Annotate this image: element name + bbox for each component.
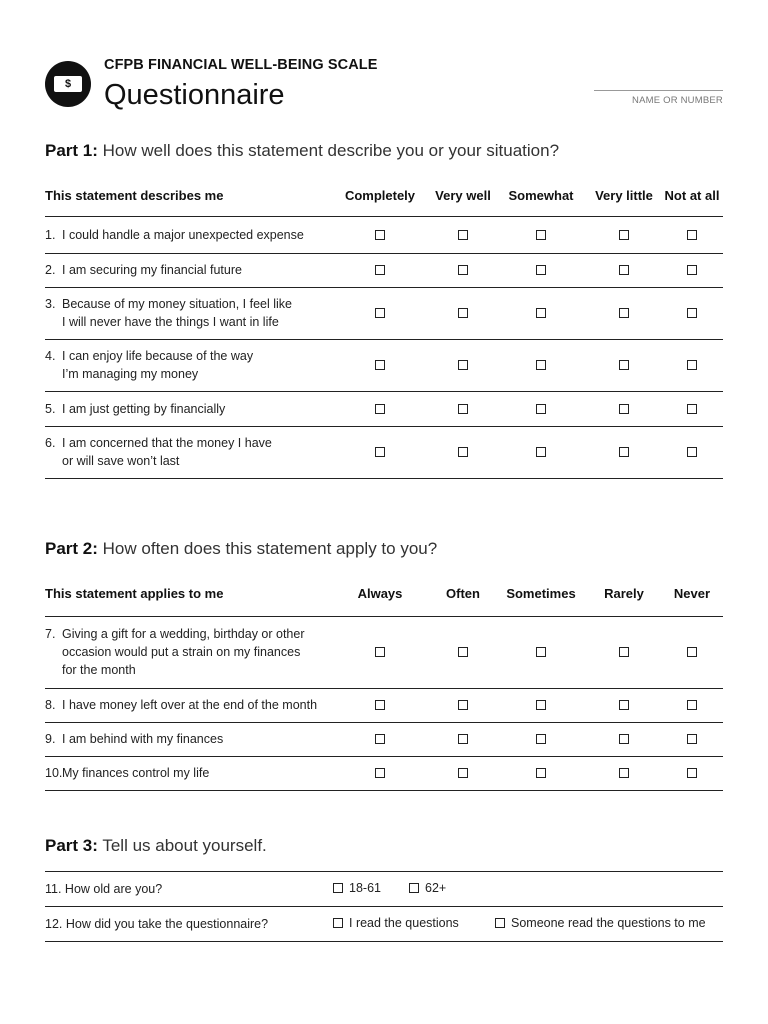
part2-label: Part 2:: [45, 539, 98, 558]
part1-row-6-checkbox-very-well[interactable]: [458, 447, 468, 457]
part2-row-3-checkbox-rarely[interactable]: [619, 734, 629, 744]
part2-row-2-line-1: I have money left over at the end of the month: [62, 698, 318, 712]
part3-row-11-option-label-1: 18-61: [349, 881, 381, 895]
part2-row-2-checkbox-rarely[interactable]: [619, 700, 629, 710]
part3-rule-1: [45, 871, 723, 872]
part1-label: Part 1:: [45, 141, 98, 160]
part3-row-11-option-1[interactable]: [333, 881, 381, 895]
part1-row-6-checkbox-completely[interactable]: [375, 447, 385, 457]
part3-row-11-checkbox-2[interactable]: [409, 883, 419, 893]
part1-row-1-checkbox-very-well[interactable]: [458, 230, 468, 240]
part2-row-1-checkbox-sometimes[interactable]: [536, 647, 546, 657]
part1-row-4-checkbox-very-well[interactable]: [458, 360, 468, 370]
part2-question: How often does this statement apply to you?: [102, 539, 438, 558]
part1-row-4-checkbox-not-at-all[interactable]: [687, 360, 697, 370]
part2-row-1-checkbox-rarely[interactable]: [619, 647, 629, 657]
part1-row-2-checkbox-very-little[interactable]: [619, 265, 629, 275]
part2-row-2-rule: [45, 722, 723, 723]
part2-column-header: This statement applies to me: [45, 586, 224, 601]
part2-row-3-rule: [45, 756, 723, 757]
part1-heading: [45, 141, 559, 161]
part1-row-5-checkbox-very-well[interactable]: [458, 404, 468, 414]
part2-option-header-sometimes: Sometimes: [506, 586, 576, 601]
part3-row-11-option-2[interactable]: [409, 881, 446, 895]
part1-row-6-rule: [45, 478, 723, 479]
part1-row-3-checkbox-very-little[interactable]: [619, 308, 629, 318]
page-title: Questionnaire: [104, 79, 285, 111]
part1-row-5-text: [45, 400, 225, 418]
part1-row-2-line-1: I am securing my financial future: [62, 263, 242, 277]
part2-row-1-checkbox-often[interactable]: [458, 647, 468, 657]
part1-row-4-text: [45, 347, 253, 383]
part2-row-4-number: 10.: [45, 766, 63, 780]
part2-row-3-number: 9.: [45, 732, 56, 746]
part1-header-rule: [45, 216, 723, 217]
part2-row-3-checkbox-often[interactable]: [458, 734, 468, 744]
part2-row-4-checkbox-sometimes[interactable]: [536, 768, 546, 778]
part2-row-4-checkbox-often[interactable]: [458, 768, 468, 778]
part1-row-2-number: 2.: [45, 263, 56, 277]
part2-row-2-checkbox-sometimes[interactable]: [536, 700, 546, 710]
part3-heading: [45, 836, 267, 856]
part1-row-6-line-1: I am concerned that the money I have: [62, 436, 272, 450]
part1-option-header-somewhat: Somewhat: [508, 188, 574, 203]
part1-row-4-checkbox-very-little[interactable]: [619, 360, 629, 370]
part2-row-1-line-1: Giving a gift for a wedding, birthday or other: [62, 627, 305, 641]
part2-option-header-never: Never: [673, 586, 711, 601]
part1-row-5-number: 5.: [45, 401, 56, 416]
part2-row-3-line-1: I am behind with my finances: [62, 732, 224, 746]
part1-row-4-rule: [45, 391, 723, 392]
part3-row-12-option-label-2: Someone read the questions to me: [511, 916, 706, 930]
part2-row-2-checkbox-often[interactable]: [458, 700, 468, 710]
part1-row-3-checkbox-not-at-all[interactable]: [687, 308, 697, 318]
part1-row-1-line-1: I could handle a major unexpected expense: [62, 227, 304, 242]
part1-row-5-line-1: I am just getting by financially: [62, 401, 226, 416]
part2-heading: [45, 539, 437, 559]
part2-row-2-text: [45, 696, 317, 714]
part1-row-3-text: [45, 295, 292, 331]
part1-row-4-checkbox-somewhat[interactable]: [536, 360, 546, 370]
part3-row-11-text: 11. How old are you?: [45, 882, 163, 896]
part1-option-header-very-little: Very little: [595, 188, 653, 203]
part3-row-12-checkbox-1[interactable]: [333, 918, 343, 928]
part1-row-3-line-1: Because of my money situation, I feel like: [62, 297, 292, 311]
part1-row-2-checkbox-completely[interactable]: [375, 265, 385, 275]
part1-row-6-checkbox-very-little[interactable]: [619, 447, 629, 457]
part3-row-11-option-label-2: 62+: [425, 881, 447, 895]
part3-rule-3: [45, 941, 723, 942]
part1-column-header: This statement describes me: [45, 188, 224, 203]
part1-row-4-number: 4.: [45, 349, 56, 363]
part1-question: How well does this statement describe you or your situation?: [102, 141, 560, 160]
part2-row-1-line-2: occasion would put a strain on my finances: [62, 645, 301, 659]
part2-row-1-rule: [45, 688, 723, 689]
part1-row-1-checkbox-somewhat[interactable]: [536, 230, 546, 240]
name-or-number-field[interactable]: [594, 90, 723, 91]
part2-row-3-text: [45, 730, 223, 748]
part2-row-4-text: [45, 764, 209, 782]
part2-header-rule: [45, 616, 723, 617]
part2-row-1-checkbox-always[interactable]: [375, 647, 385, 657]
part1-row-3-number: 3.: [45, 297, 56, 311]
part1-row-3-checkbox-somewhat[interactable]: [536, 308, 546, 318]
part2-row-3-checkbox-always[interactable]: [375, 734, 385, 744]
part1-row-4-line-2: I’m managing my money: [62, 367, 199, 381]
part1-row-6-checkbox-somewhat[interactable]: [536, 447, 546, 457]
part1-row-1-text: [45, 226, 304, 244]
part2-row-2-checkbox-never[interactable]: [687, 700, 697, 710]
part1-option-header-very-well: Very well: [435, 188, 491, 203]
part3-row-12-text: 12. How did you take the questionnaire?: [45, 917, 269, 931]
part3-question: Tell us about yourself.: [102, 836, 267, 855]
part1-row-4-line-1: I can enjoy life because of the way: [62, 349, 254, 363]
part2-row-2-number: 8.: [45, 698, 56, 712]
part1-row-5-checkbox-not-at-all[interactable]: [687, 404, 697, 414]
part1-row-2-checkbox-not-at-all[interactable]: [687, 265, 697, 275]
part2-row-1-line-3: for the month: [62, 663, 136, 677]
name-or-number-label: NAME OR NUMBER: [632, 95, 723, 106]
part2-row-4-line-1: My finances control my life: [62, 766, 210, 780]
part1-row-5-checkbox-somewhat[interactable]: [536, 404, 546, 414]
part1-row-6-checkbox-not-at-all[interactable]: [687, 447, 697, 457]
part1-row-3-checkbox-very-well[interactable]: [458, 308, 468, 318]
part1-row-1-checkbox-completely[interactable]: [375, 230, 385, 240]
part2-row-4-rule: [45, 790, 723, 791]
part3-row-12-option-2[interactable]: [495, 916, 706, 930]
part2-option-header-always: Always: [357, 586, 403, 601]
part1-row-3-rule: [45, 339, 723, 340]
part1-row-3-line-2: I will never have the things I want in life: [62, 315, 279, 329]
cfpb-logo-icon: [45, 61, 91, 107]
part1-row-3-checkbox-completely[interactable]: [375, 308, 385, 318]
part1-option-header-completely: Completely: [344, 188, 416, 203]
part1-row-1-number: 1.: [45, 227, 56, 242]
part3-row-12-option-label-1: I read the questions: [349, 916, 459, 930]
part1-row-2-checkbox-very-well[interactable]: [458, 265, 468, 275]
part1-row-2-text: [45, 261, 242, 279]
part2-row-2-checkbox-always[interactable]: [375, 700, 385, 710]
part1-row-2-rule: [45, 287, 723, 288]
part2-row-3-checkbox-sometimes[interactable]: [536, 734, 546, 744]
part3-label: Part 3:: [45, 836, 98, 855]
part1-row-4-checkbox-completely[interactable]: [375, 360, 385, 370]
part2-row-1-text: [45, 625, 305, 679]
part3-row-12-option-1[interactable]: [333, 916, 459, 930]
part2-row-3-checkbox-never[interactable]: [687, 734, 697, 744]
part1-option-header-not-at-all: Not at all: [664, 188, 720, 203]
part1-row-6-number: 6.: [45, 436, 56, 450]
part1-row-5-rule: [45, 426, 723, 427]
part1-row-2-checkbox-somewhat[interactable]: [536, 265, 546, 275]
dollar-bill-icon: $: [64, 78, 72, 90]
part1-row-1-rule: [45, 253, 723, 254]
part2-row-4-checkbox-never[interactable]: [687, 768, 697, 778]
part1-row-5-checkbox-completely[interactable]: [375, 404, 385, 414]
part3-row-11-checkbox-1[interactable]: [333, 883, 343, 893]
part2-row-1-number: 7.: [45, 627, 56, 641]
part2-row-4-checkbox-always[interactable]: [375, 768, 385, 778]
part1-row-1-checkbox-not-at-all[interactable]: [687, 230, 697, 240]
part1-row-6-line-2: or will save won’t last: [62, 454, 180, 468]
part2-option-header-often: Often: [446, 586, 480, 601]
document-kicker: CFPB FINANCIAL WELL-BEING SCALE: [104, 57, 378, 73]
part2-row-4-checkbox-rarely[interactable]: [619, 768, 629, 778]
part1-row-6-text: [45, 434, 272, 470]
part2-row-1-checkbox-never[interactable]: [687, 647, 697, 657]
part3-row-12-checkbox-2[interactable]: [495, 918, 505, 928]
part3-rule-2: [45, 906, 723, 907]
part1-row-5-checkbox-very-little[interactable]: [619, 404, 629, 414]
part1-row-1-checkbox-very-little[interactable]: [619, 230, 629, 240]
part2-option-header-rarely: Rarely: [604, 586, 644, 601]
